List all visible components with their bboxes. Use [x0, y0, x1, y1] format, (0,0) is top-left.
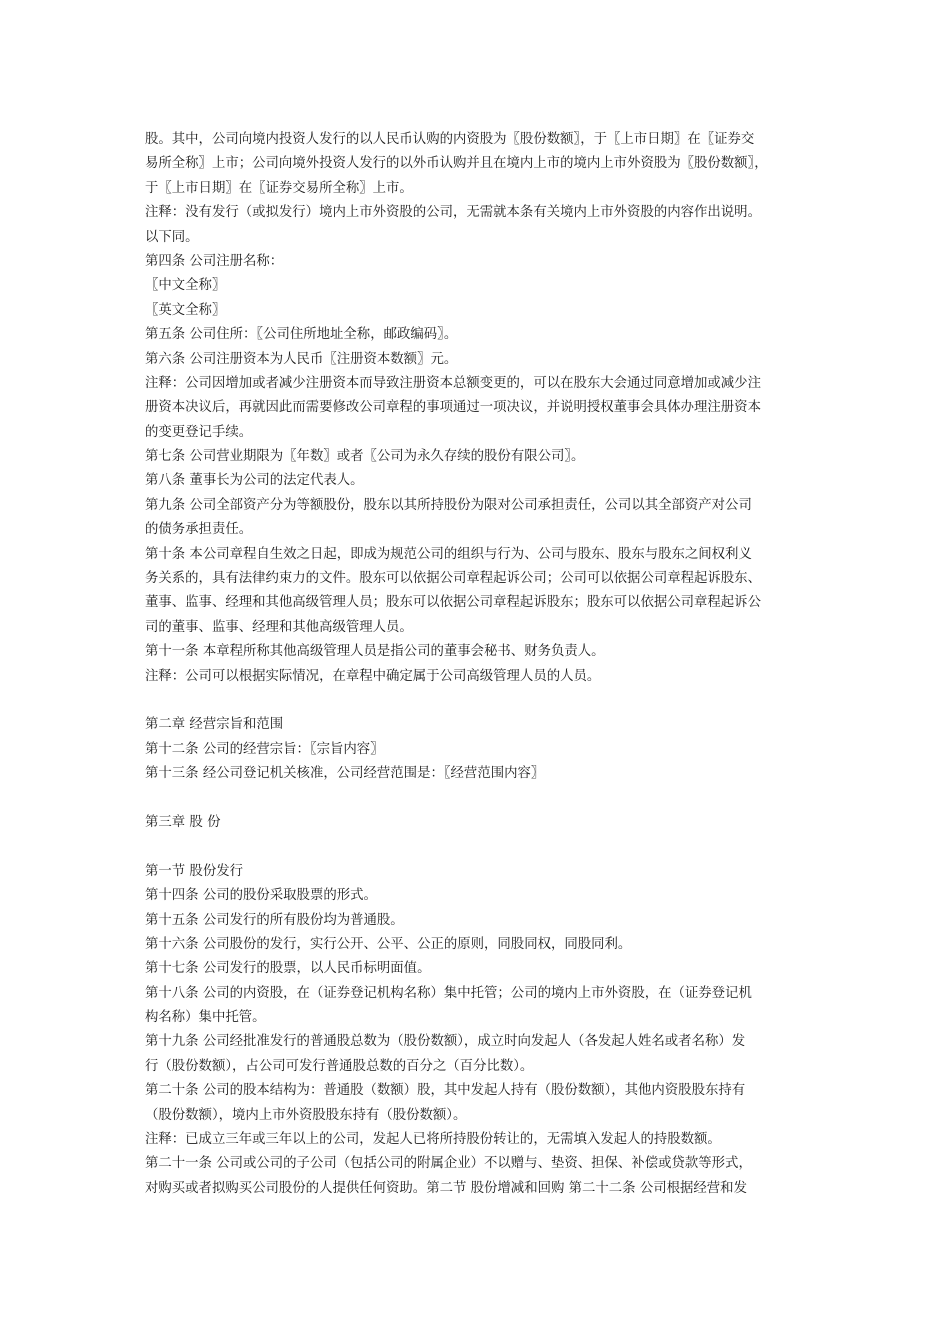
text-line: 〖中文全称〗 [145, 278, 226, 294]
text-line: 董事、监事、经理和其他高级管理人员；股东可以依据公司章程起诉股东；股东可以依据公司章程起诉公 [145, 595, 761, 611]
text-line: 行（股份数额），占公司可发行普通股总数的百分之（百分比数）。 [145, 1058, 534, 1074]
text-line: 第一节 股份发行 [145, 863, 243, 879]
text-line: （股份数额），境内上市外资股股东持有（股份数额）。 [145, 1107, 467, 1123]
text-line: 构名称）集中托管。 [145, 1010, 266, 1026]
text-line: 第十二条 公司的经营宗旨：〖宗旨内容〗 [145, 741, 384, 757]
text-line: 第十四条 公司的股份采取股票的形式。 [145, 888, 377, 904]
text-line: 第十条 本公司章程自生效之日起，即成为规范公司的组织与行为、公司与股东、股东与股东之间权利义 [145, 546, 752, 562]
text-line: 第十三条 经公司登记机关核准，公司经营范围是：〖经营范围内容〗 [145, 766, 545, 782]
text-line: 第二十一条 公司或公司的子公司（包括公司的附属企业）不以赠与、垫资、担保、补偿或贷款等形式， [145, 1156, 752, 1172]
text-line: 第四条 公司注册名称： [145, 253, 284, 269]
text-line: 第十六条 公司股份的发行，实行公开、公平、公正的原则，同股同权，同股同利。 [145, 936, 632, 952]
document-body [145, 128, 815, 1201]
text-line: 第十七条 公司发行的股票，以人民币标明面值。 [145, 961, 431, 977]
blank-line [145, 835, 815, 859]
text-line: 第十五条 公司发行的所有股份均为普通股。 [145, 912, 404, 928]
text-line: 易所全称〗上市；公司向境外投资人发行的以外币认购并且在境内上市的境内上市外资股为〖股份数额〗， [145, 156, 768, 172]
text-line: 第九条 公司全部资产分为等额股份，股东以其所持股份为限对公司承担责任，公司以其全部资产对公司 [145, 497, 752, 513]
text-line: 的变更登记手续。 [145, 424, 253, 440]
text-line: 注释：已成立三年或三年以上的公司，发起人已将所持股份转让的，无需填入发起人的持股数额。 [145, 1132, 721, 1148]
text-line: 以下同。 [145, 229, 199, 245]
text-line: 第六条 公司注册资本为人民币〖注册资本数额〗元。 [145, 351, 458, 367]
text-line: 的债务承担责任。 [145, 522, 253, 538]
text-line: 册资本决议后，再就因此而需要修改公司章程的事项通过一项决议，并说明授权董事会具体办理注册资本 [145, 400, 761, 416]
blank-line [145, 689, 815, 713]
text-line: 注释：没有发行（或拟发行）境内上市外资股的公司，无需就本条有关境内上市外资股的内容作出说明。 [145, 205, 761, 221]
text-line: 司的董事、监事、经理和其他高级管理人员。 [145, 619, 413, 635]
text-line: 对购买或者拟购买公司股份的人提供任何资助。第二节 股份增减和回购 第二十二条 公司根据经营和发 [145, 1180, 747, 1196]
text-line: 第十八条 公司的内资股，在（证券登记机构名称）集中托管；公司的境内上市外资股，在（证券登记机 [145, 985, 752, 1001]
text-line: 第三章 股 份 [145, 814, 221, 830]
text-line: 于〖上市日期〗在〖证券交易所全称〗上市。 [145, 180, 413, 196]
text-line: 第二章 经营宗旨和范围 [145, 717, 284, 733]
text-line: 第五条 公司住所：〖公司住所地址全称，邮政编码〗。 [145, 327, 458, 343]
text-line: 股。其中，公司向境内投资人发行的以人民币认购的内资股为〖股份数额〗，于〖上市日期〗在〖证券交 [145, 132, 755, 147]
text-line: 务关系的，具有法律约束力的文件。股东可以依据公司章程起诉公司；公司可以依据公司章程起诉股东、 [145, 571, 761, 587]
text-line: 注释：公司可以根据实际情况，在章程中确定属于公司高级管理人员的人员。 [145, 668, 601, 684]
text-line: 第十九条 公司经批准发行的普通股总数为（股份数额），成立时向发起人（各发起人姓名或者名称）发 [145, 1034, 746, 1050]
text-line: 第二十条 公司的股本结构为：普通股（数额）股，其中发起人持有（股份数额），其他内资股股东持有 [145, 1083, 746, 1099]
text-line: 第七条 公司营业期限为〖年数〗或者〖公司为永久存续的股份有限公司〗。 [145, 449, 585, 465]
text-line: 第十一条 本章程所称其他高级管理人员是指公司的董事会秘书、财务负责人。 [145, 644, 605, 660]
blank-line [145, 787, 815, 811]
text-line: 注释：公司因增加或者减少注册资本而导致注册资本总额变更的，可以在股东大会通过同意增加或减少注 [145, 375, 761, 391]
text-line: 〖英文全称〗 [145, 302, 226, 318]
text-line: 第八条 董事长为公司的法定代表人。 [145, 473, 364, 489]
